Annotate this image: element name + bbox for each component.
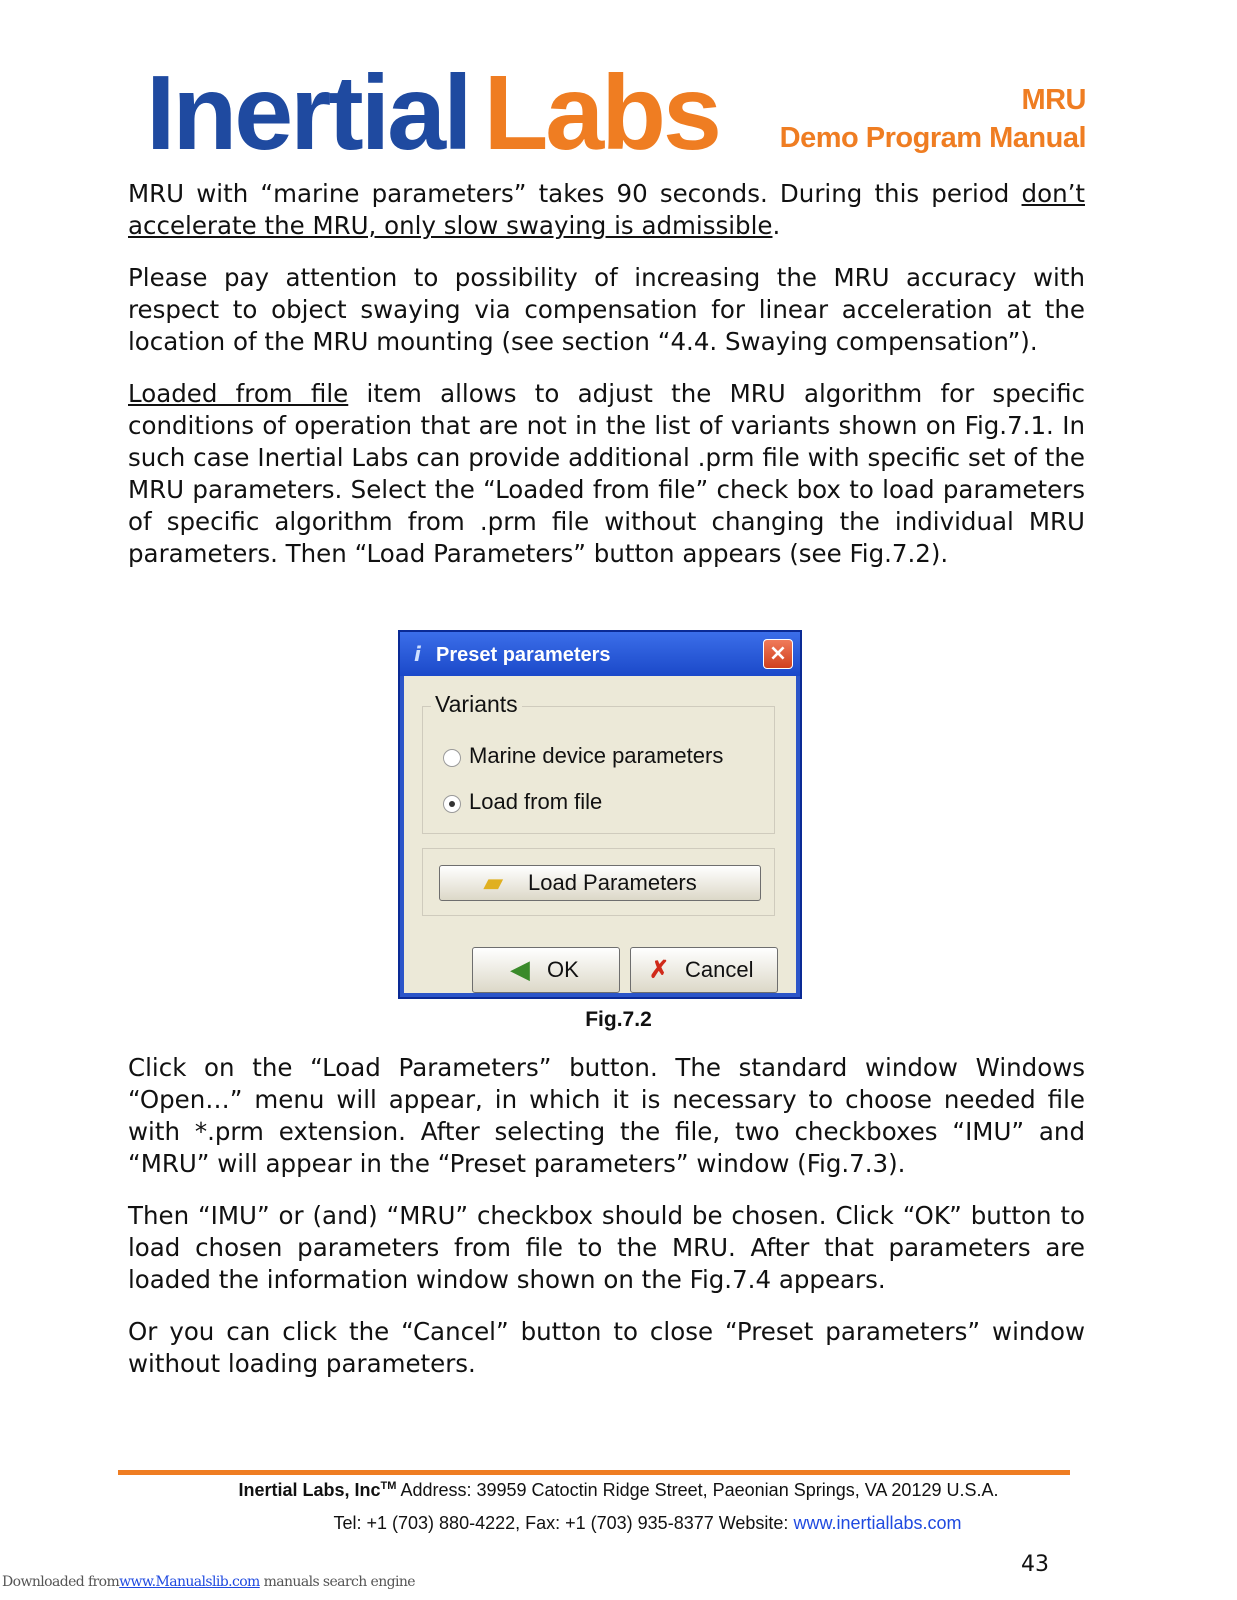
page-number: 43 (1021, 1552, 1049, 1577)
info-icon: i (414, 642, 421, 666)
variants-group-label: Variants (431, 691, 522, 718)
cancel-label: Cancel (685, 957, 754, 982)
dialog-title-bar (400, 632, 800, 676)
variants-group (422, 691, 775, 834)
paragraph-5: Then “IMU” or (and) “MRU” checkbox should be chosen. Click “OK” button to load chosen parameters from file to the MRU. After that parameters are loaded the information window shown on the Fig.7.4 appears. (128, 1201, 1085, 1294)
footer-contact: Tel: +1 (703) 880-4222, Fax: +1 (703) 935-8377 Website: (333, 1513, 789, 1533)
paragraph-6: Or you can click the “Cancel” button to close “Preset parameters” window without loading parameters. (128, 1317, 1085, 1378)
radio-marine-device-parameters[interactable] (443, 749, 461, 767)
folder-icon: ▰ (484, 869, 503, 897)
paragraph-1-tail: . (772, 211, 781, 240)
download-prefix: Downloaded from (2, 1574, 120, 1590)
preset-parameters-dialog (398, 630, 802, 999)
trademark: TM (380, 1480, 397, 1492)
paragraph-1-text: MRU with “marine parameters” takes 90 seconds. During this period (128, 179, 1022, 208)
ok-label: OK (547, 957, 579, 982)
logo-labs: Labs (483, 54, 719, 172)
paragraph-3-underlined: Loaded from file (128, 379, 349, 408)
footer-company: Inertial Labs, Inc™ (238, 1480, 397, 1500)
radio-label-load-from-file: Load from file (469, 789, 603, 814)
manualslib-link[interactable]: www.Manualslib.com (119, 1574, 260, 1590)
cancel-button[interactable] (630, 947, 778, 993)
figure-caption: Fig.7.2 (585, 1008, 652, 1031)
dialog-title: Preset parameters (436, 644, 611, 666)
arrow-icon: ◀ (511, 956, 530, 984)
paragraph-1 (128, 178, 1085, 242)
footer-contact-line (0, 1513, 1237, 1534)
load-parameters-button[interactable] (439, 865, 761, 901)
radio-label-marine: Marine device parameters (469, 743, 724, 768)
paragraph-3-text: item allows to adjust the MRU algorithm for specific conditions of operation that are not in the list of variants shown on Fig.7.1. In such case Inertial Labs can provide additional .prm file with specific set of the MRU parameters. Select the “Loaded from file” check box to load parameters of specific algorithm from .prm file without changing the individual MRU parameters. Then “Load Parameters” button appears (see Fig.7.2). (128, 379, 1085, 568)
footer-rule (118, 1470, 1070, 1475)
paragraph-1-underlined: don’t accelerate the MRU, only slow swaying is admissible (128, 179, 1085, 240)
doc-title-line2: Demo Program Manual (779, 122, 1086, 154)
paragraph-2: Please pay attention to possibility of increasing the MRU accuracy with respect to object swaying via compensation for linear acceleration at the location of the MRU mounting (see section “4.4. Swaying compensation”). (128, 263, 1085, 356)
load-group (422, 848, 775, 916)
close-icon: × (768, 641, 788, 666)
inertial-labs-logo (146, 54, 719, 172)
paragraph-3 (128, 378, 1085, 570)
load-parameters-label: Load Parameters (528, 870, 697, 895)
download-suffix: manuals search engine (263, 1574, 415, 1590)
radio-load-from-file[interactable] (443, 795, 461, 813)
footer-address-line (0, 1480, 1237, 1501)
paragraph-4: Click on the “Load Parameters” button. The standard window Windows “Open…” menu will appear, in which it is necessary to choose needed file with *.prm extension. After selecting the file, two checkboxes “IMU” and “MRU” will appear in the “Preset parameters” window (Fig.7.3). (128, 1053, 1085, 1178)
doc-title-line1: MRU (1021, 84, 1086, 116)
footer-address: Address: 39959 Catoctin Ridge Street, Paeonian Springs, VA 20129 U.S.A. (400, 1480, 999, 1500)
download-note (2, 1574, 415, 1590)
logo-inertial: Inertial (146, 54, 470, 172)
dialog-client-area (404, 676, 796, 993)
ok-button[interactable] (472, 947, 620, 993)
cross-icon: ✗ (649, 956, 670, 984)
website-link[interactable]: www.inertiallabs.com (793, 1513, 962, 1533)
close-button[interactable] (763, 639, 793, 669)
